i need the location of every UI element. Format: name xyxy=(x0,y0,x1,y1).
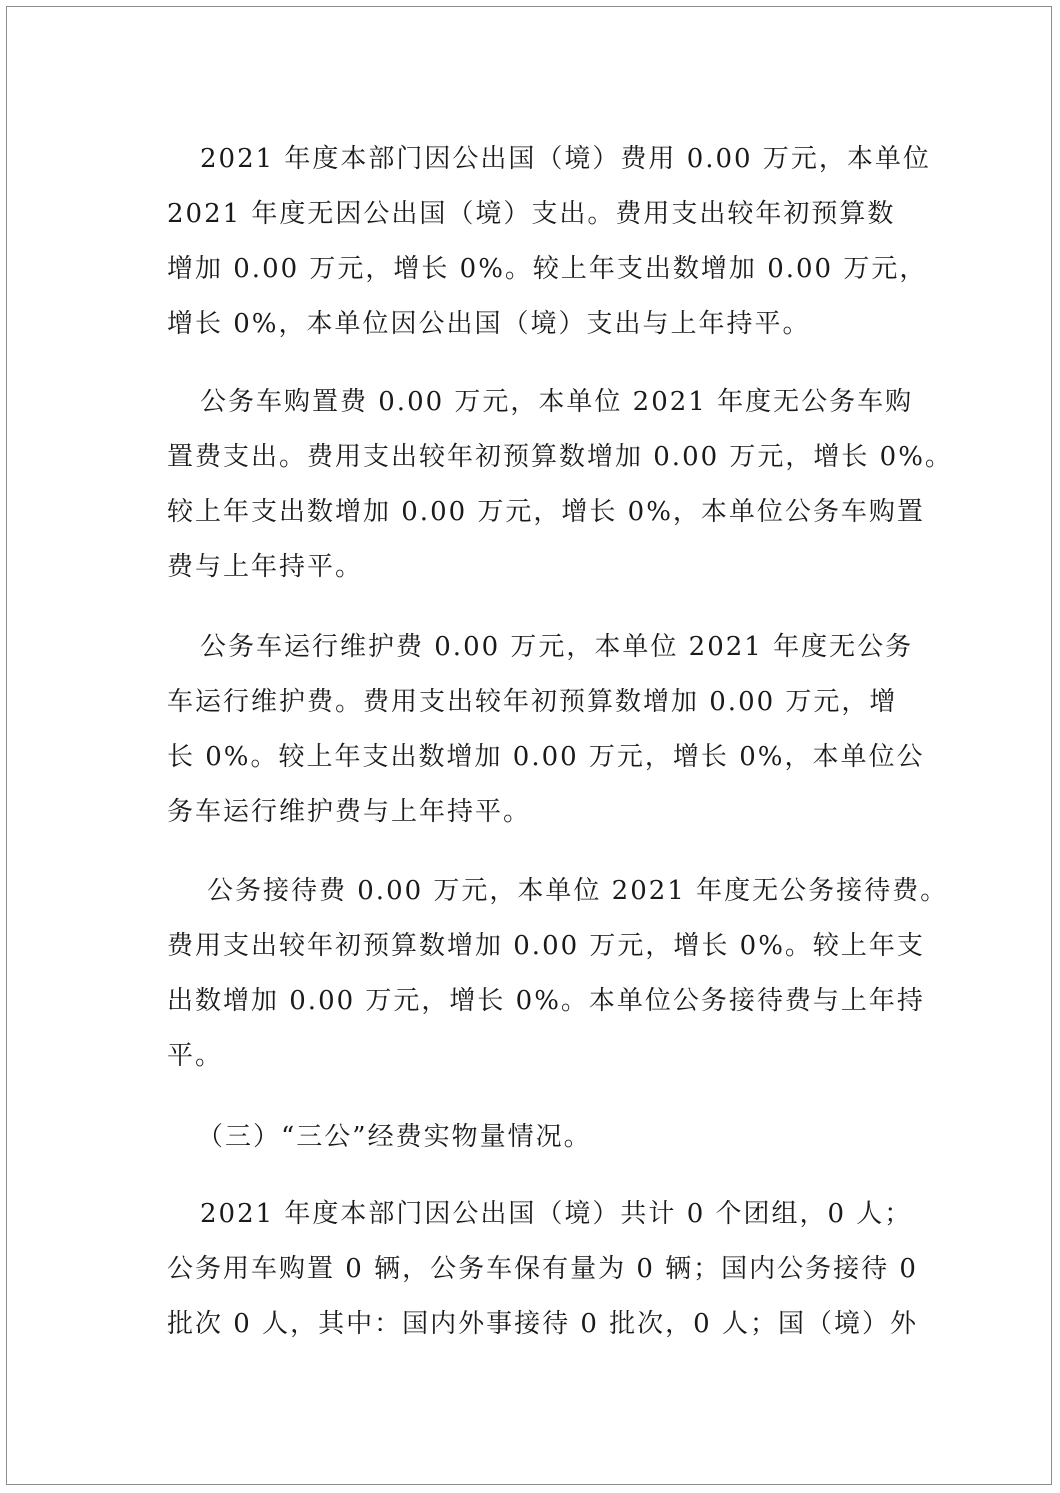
section-heading: （三）“三公”经费实物量情况。 xyxy=(197,1122,592,1152)
paragraph-line: 费与上年持平。 xyxy=(167,552,364,582)
paragraph-line: 车运行维护费。费用支出较年初预算数增加 0.00 万元，增 xyxy=(167,687,898,717)
paragraph-line: 费用支出较年初预算数增加 0.00 万元，增长 0%。较上年支 xyxy=(167,931,925,961)
paragraph-line: 公务车运行维护费 0.00 万元，本单位 2021 年度无公务 xyxy=(200,632,914,662)
paragraph-line: 平。 xyxy=(167,1041,224,1071)
paragraph-line: 务车运行维护费与上年持平。 xyxy=(167,797,532,827)
paragraph-line: 置费支出。费用支出较年初预算数增加 0.00 万元，增长 0%。 xyxy=(167,442,953,472)
paragraph-line: 2021 年度无因公出国（境）支出。费用支出较年初预算数 xyxy=(167,199,896,229)
paragraph-line: 较上年支出数增加 0.00 万元，增长 0%，本单位公务车购置 xyxy=(167,497,925,527)
paragraph-line: 2021 年度本部门因公出国（境）费用 0.00 万元，本单位 xyxy=(200,144,931,174)
paragraph-line: 出数增加 0.00 万元，增长 0%。本单位公务接待费与上年持 xyxy=(167,986,925,1016)
paragraph-line: 长 0%。较上年支出数增加 0.00 万元，增长 0%，本单位公 xyxy=(167,742,925,772)
paragraph-line: 公务用车购置 0 辆，公务车保有量为 0 辆；国内公务接待 0 xyxy=(167,1254,918,1284)
paragraph-line: 公务车购置费 0.00 万元，本单位 2021 年度无公务车购 xyxy=(200,387,914,417)
paragraph-line: 公务接待费 0.00 万元，本单位 2021 年度无公务接待费。 xyxy=(207,876,949,906)
paragraph-line: 增加 0.00 万元，增长 0%。较上年支出数增加 0.00 万元， xyxy=(167,254,928,284)
paragraph-line: 批次 0 人，其中：国内外事接待 0 批次，0 人；国（境）外 xyxy=(167,1309,918,1339)
paragraph-line: 2021 年度本部门因公出国（境）共计 0 个团组，0 人； xyxy=(200,1199,913,1229)
paragraph-line: 增长 0%，本单位因公出国（境）支出与上年持平。 xyxy=(167,309,811,339)
